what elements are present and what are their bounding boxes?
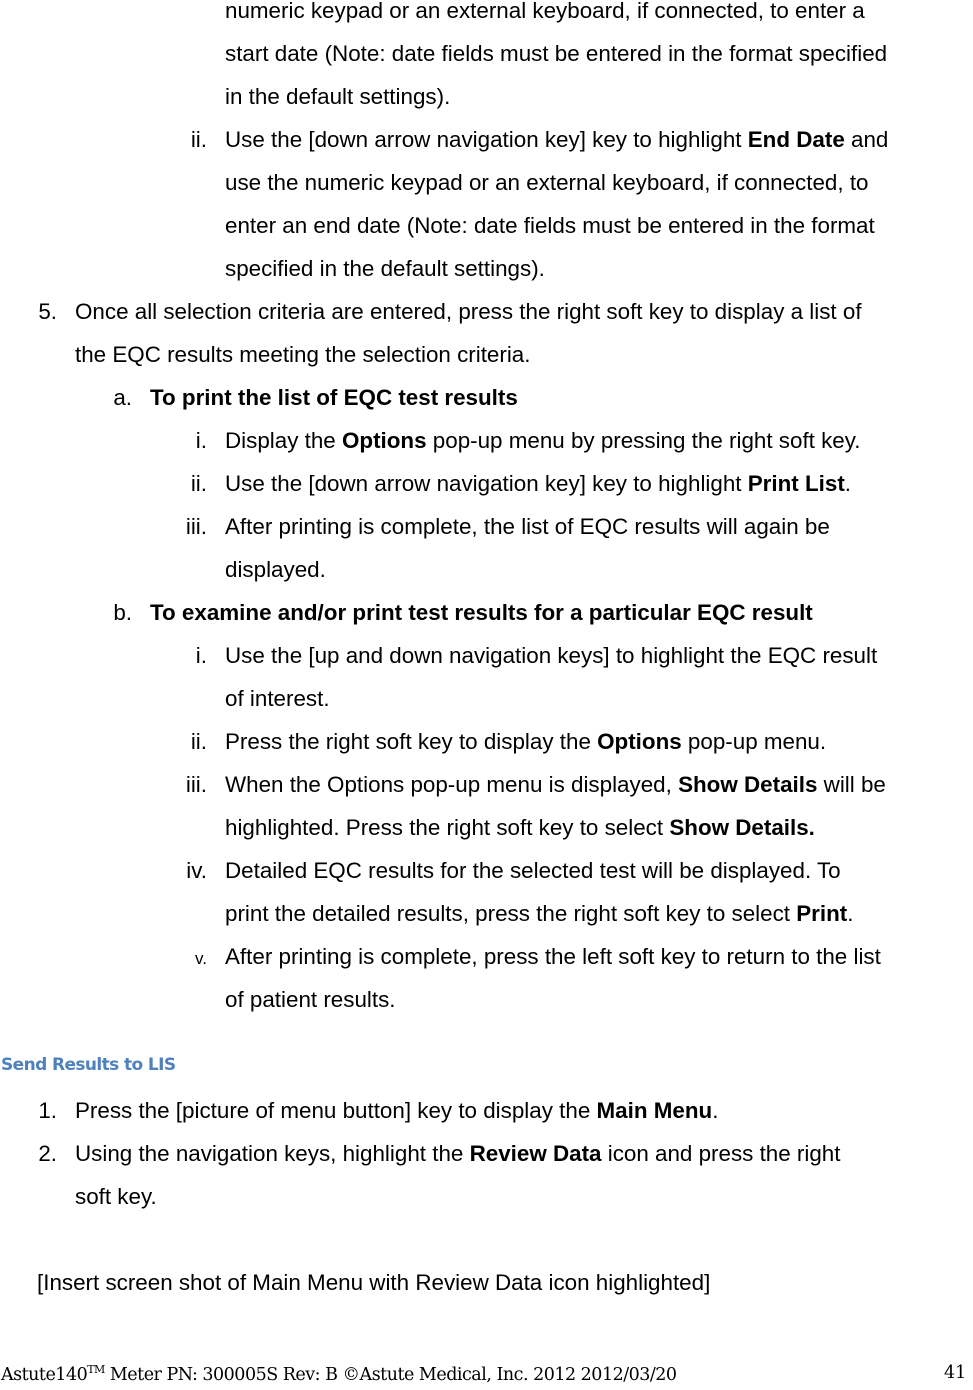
text-line: displayed. — [225, 557, 326, 582]
text-line: print the detailed results, press the right soft key to select Print. — [225, 901, 854, 926]
text-line: of patient results. — [225, 987, 396, 1012]
list-marker: b. — [113, 600, 132, 625]
list-marker: iii. — [185, 772, 207, 797]
text-line: specified in the default settings). — [225, 256, 545, 281]
text-line: soft key. — [75, 1184, 157, 1209]
list-marker: v. — [195, 949, 207, 968]
subsection-title: To examine and/or print test results for a particular EQC result — [150, 600, 813, 625]
bold-term: Options — [597, 729, 682, 754]
bold-term: Show Details. — [669, 815, 815, 840]
bold-term: Options — [341, 428, 427, 453]
text-line: enter an end date (Note: date fields must be entered in the format — [225, 213, 875, 238]
trademark-mark: TM — [87, 1363, 105, 1376]
text-line: start date (Note: date fields must be entered in the format specified — [225, 41, 888, 66]
text-line: highlighted. Press the right soft key to select Show Details. — [225, 815, 815, 840]
list-marker: iv. — [186, 858, 207, 883]
list-item-text: After printing is complete, the list of EQC results will again be — [225, 514, 830, 539]
list-item-text: Display the Options pop-up menu by pressing the right soft key. — [225, 428, 861, 453]
list-item-text: Using the navigation keys, highlight the Review Data icon and press the right — [75, 1141, 841, 1166]
bold-term: Review Data — [469, 1141, 602, 1166]
list-marker: ii. — [190, 127, 207, 152]
list-item-text: Once all selection criteria are entered, press the right soft key to display a list of — [75, 299, 862, 324]
bold-term: Show Details — [678, 772, 818, 797]
list-item-text: Use the [down arrow navigation key] key to highlight End Date and — [225, 127, 889, 152]
subsection-title: To print the list of EQC test results — [150, 385, 518, 410]
list-marker: iii. — [185, 514, 207, 539]
bold-term: Print — [796, 901, 848, 926]
list-marker: ii. — [190, 471, 207, 496]
text-line: in the default settings). — [225, 84, 451, 109]
text-line: use the numeric keypad or an external keyboard, if connected, to — [225, 170, 869, 195]
list-marker: ii. — [190, 729, 207, 754]
list-item-text: When the Options pop-up menu is displayed, Show Details will be — [225, 772, 886, 797]
list-item-text: Use the [down arrow navigation key] key to highlight Print List. — [225, 471, 852, 496]
bold-term: Main Menu — [596, 1098, 713, 1123]
list-item-text: Detailed EQC results for the selected test will be displayed. To — [225, 858, 841, 883]
list-marker: 1. — [38, 1098, 57, 1123]
list-marker: i. — [195, 428, 207, 453]
text-line: the EQC results meeting the selection criteria. — [75, 342, 531, 367]
bold-term: End Date — [747, 127, 845, 152]
list-marker: a. — [113, 385, 132, 410]
list-item-text: Use the [up and down navigation keys] to highlight the EQC result — [225, 643, 878, 668]
list-marker: i. — [195, 643, 207, 668]
page-number: 41 — [944, 1363, 967, 1383]
page-footer: Astute140™ Meter PN: 300005S Rev: B ©Astute Medical, Inc. 2012 2012/03/20 — [1, 1363, 677, 1385]
list-marker: 5. — [38, 299, 57, 324]
list-item-text: Press the right soft key to display the Options pop-up menu. — [225, 729, 827, 754]
screenshot-placeholder-note: [Insert screen shot of Main Menu with Review Data icon highlighted] — [37, 1270, 711, 1295]
list-item-text: After printing is complete, press the left soft key to return to the list — [225, 944, 881, 969]
list-marker: 2. — [38, 1141, 57, 1166]
bold-term: Print List — [747, 471, 845, 496]
text-line: of interest. — [225, 686, 330, 711]
list-item-text: Press the [picture of menu button] key to display the Main Menu. — [75, 1098, 719, 1123]
section-heading: Send Results to LIS — [1, 1055, 176, 1075]
text-line: numeric keypad or an external keyboard, if connected, to enter a — [225, 0, 865, 23]
